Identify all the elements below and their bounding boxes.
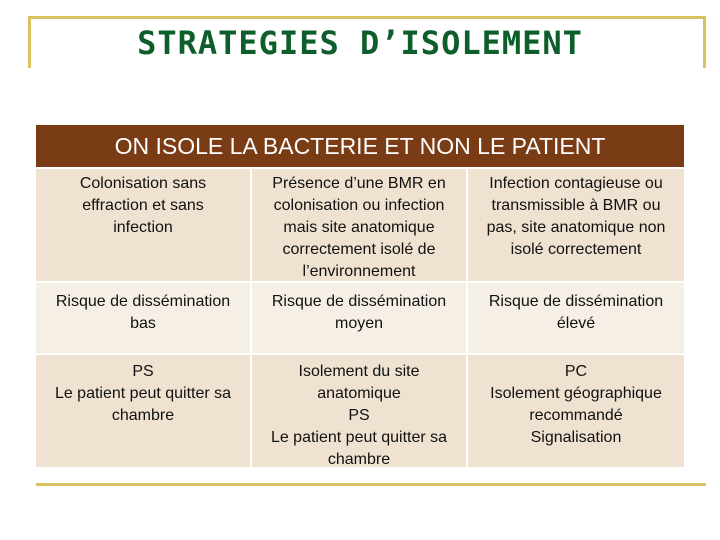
cell-line: Le patient peut quitter sa bbox=[270, 429, 448, 446]
cell-line: élevé bbox=[556, 315, 596, 332]
cell-line: bas bbox=[130, 315, 156, 332]
cell-line: PS bbox=[132, 363, 154, 380]
cell-line: pas, site anatomique non bbox=[486, 219, 666, 236]
cell-line: correctement isolé de bbox=[282, 241, 436, 258]
table-cell-r1-c1 bbox=[36, 169, 252, 283]
cell-line: Présence d’une BMR en bbox=[272, 175, 446, 192]
table-cell-r3-c3 bbox=[468, 355, 684, 469]
cell-line: Infection contagieuse ou bbox=[489, 175, 663, 192]
cell-line: mais site anatomique bbox=[283, 219, 435, 236]
cell-line: anatomique bbox=[317, 385, 401, 402]
cell-line: recommandé bbox=[529, 407, 623, 424]
cell-line: effraction et sans bbox=[82, 197, 204, 214]
cell-line: Isolement du site bbox=[298, 363, 420, 380]
cell-line: Risque de dissémination bbox=[488, 293, 664, 310]
cell-line: PC bbox=[564, 363, 588, 380]
cell-line: Le patient peut quitter sa bbox=[54, 385, 232, 402]
cell-line: l’environnement bbox=[302, 263, 416, 280]
cell-line: Colonisation sans bbox=[79, 175, 207, 192]
cell-line: PS bbox=[348, 407, 370, 424]
cell-line: transmissible à BMR ou bbox=[491, 197, 661, 214]
table-cell-r1-c2 bbox=[252, 169, 468, 283]
cell-line: chambre bbox=[111, 407, 175, 424]
cell-line: isolé correctement bbox=[510, 241, 642, 258]
table-cell-r1-c3 bbox=[468, 169, 684, 283]
table-cell-r3-c1 bbox=[36, 355, 252, 469]
frame-bottom-line bbox=[36, 483, 706, 486]
cell-line: colonisation ou infection bbox=[273, 197, 445, 214]
page-title: STRATEGIES D’ISOLEMENT bbox=[137, 24, 583, 62]
cell-line: Isolement géographique bbox=[490, 385, 662, 402]
table-banner: ON ISOLE LA BACTERIE ET NON LE PATIENT bbox=[36, 125, 684, 169]
table-cell-r2-c2 bbox=[252, 283, 468, 355]
cell-line: Signalisation bbox=[530, 429, 622, 446]
table-cell-r3-c2 bbox=[252, 355, 468, 469]
strategy-table bbox=[36, 125, 684, 469]
table-cell-r2-c3 bbox=[468, 283, 684, 355]
table-cell-r2-c1 bbox=[36, 283, 252, 355]
cell-line: moyen bbox=[334, 315, 384, 332]
cell-line: infection bbox=[113, 219, 173, 236]
cell-line: Risque de dissémination bbox=[271, 293, 447, 310]
table-grid bbox=[36, 169, 684, 469]
frame-top-line bbox=[28, 16, 706, 19]
cell-line: chambre bbox=[327, 451, 391, 468]
cell-line: Risque de dissémination bbox=[55, 293, 231, 310]
